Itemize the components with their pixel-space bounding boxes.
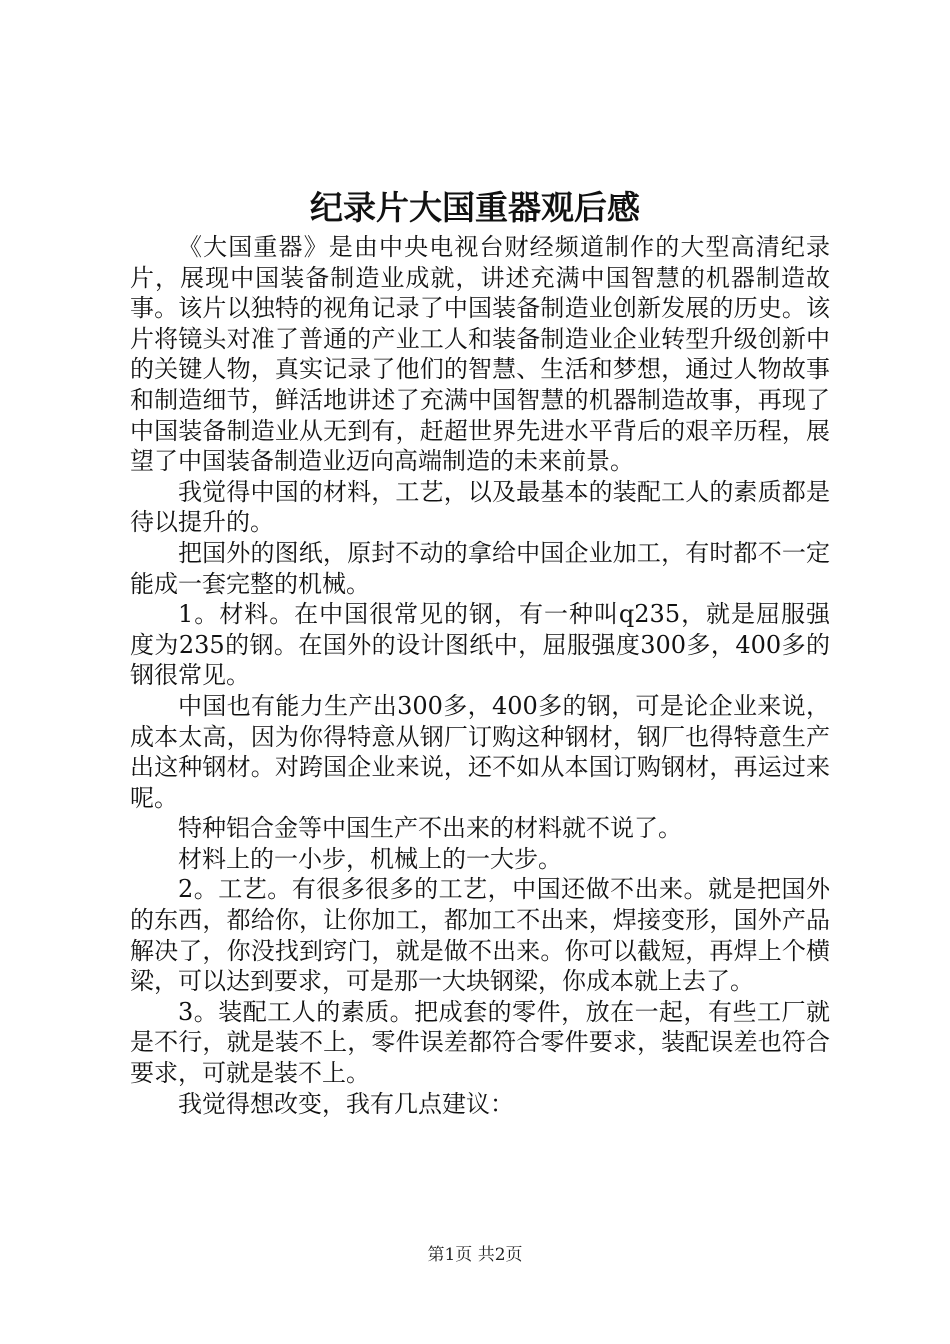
paragraph-drawings: 把国外的图纸，原封不动的拿给中国企业加工，有时都不一定能成一套完整的机械。	[130, 538, 830, 598]
document-body	[130, 232, 830, 1119]
paragraph-steel-cost: 中国也有能力生产出300多，400多的钢，可是论企业来说，成本太高，因为你得特意从钢厂订购这种钢材，钢厂也得特意生产出这种钢材。对跨国企业来说，还不如从本国订购钢材，再运过来呢。	[130, 691, 830, 812]
paragraph-point-materials: 1。材料。在中国很常见的钢，有一种叫q235，就是屈服强度为235的钢。在国外的设计图纸中，屈服强度300多，400多的钢很常见。	[130, 600, 830, 690]
paragraph-point-workers: 3。装配工人的素质。把成套的零件，放在一起，有些工厂就是不行，就是装不上，零件误差都符合零件要求，装配误差也符合要求，可就是装不上。	[130, 997, 830, 1088]
paragraph-opinion: 我觉得中国的材料，工艺，以及最基本的装配工人的素质都是待以提升的。	[130, 477, 830, 537]
paragraph-intro: 《大国重器》是由中央电视台财经频道制作的大型高清纪录片，展现中国装备制造业成就，讲述充满中国智慧的机器制造故事。该片以独特的视角记录了中国装备制造业创新发展的历史。该片将镜头对准了普通的产业工人和装备制造业企业转型升级创新中的关键人物，真实记录了他们的智慧、生活和梦想，通过人物故事和制造细节，鲜活地讲述了充满中国智慧的机器制造故事，再现了中国装备制造业从无到有，赶超世界先进水平背后的艰辛历程，展望了中国装备制造业迈向高端制造的未来前景。	[130, 233, 830, 476]
document-title: 纪录片大国重器观后感	[310, 188, 640, 227]
paragraph-point-craft: 2。工艺。有很多很多的工艺，中国还做不出来。就是把国外的东西，都给你，让你加工，都加工不出来，焊接变形，国外产品解决了，你没找到窍门，就是做不出来。你可以截短，再焊上个横梁，可以达到要求，可是那一大块钢梁，你成本就上去了。	[130, 875, 830, 996]
paragraph-special-alloy: 特种铝合金等中国生产不出来的材料就不说了。	[178, 814, 682, 843]
paragraph-suggestions: 我觉得想改变，我有几点建议：	[178, 1089, 514, 1118]
paragraph-small-step: 材料上的一小步，机械上的一大步。	[178, 844, 562, 873]
page-footer: 第1页 共2页	[427, 1245, 523, 1265]
